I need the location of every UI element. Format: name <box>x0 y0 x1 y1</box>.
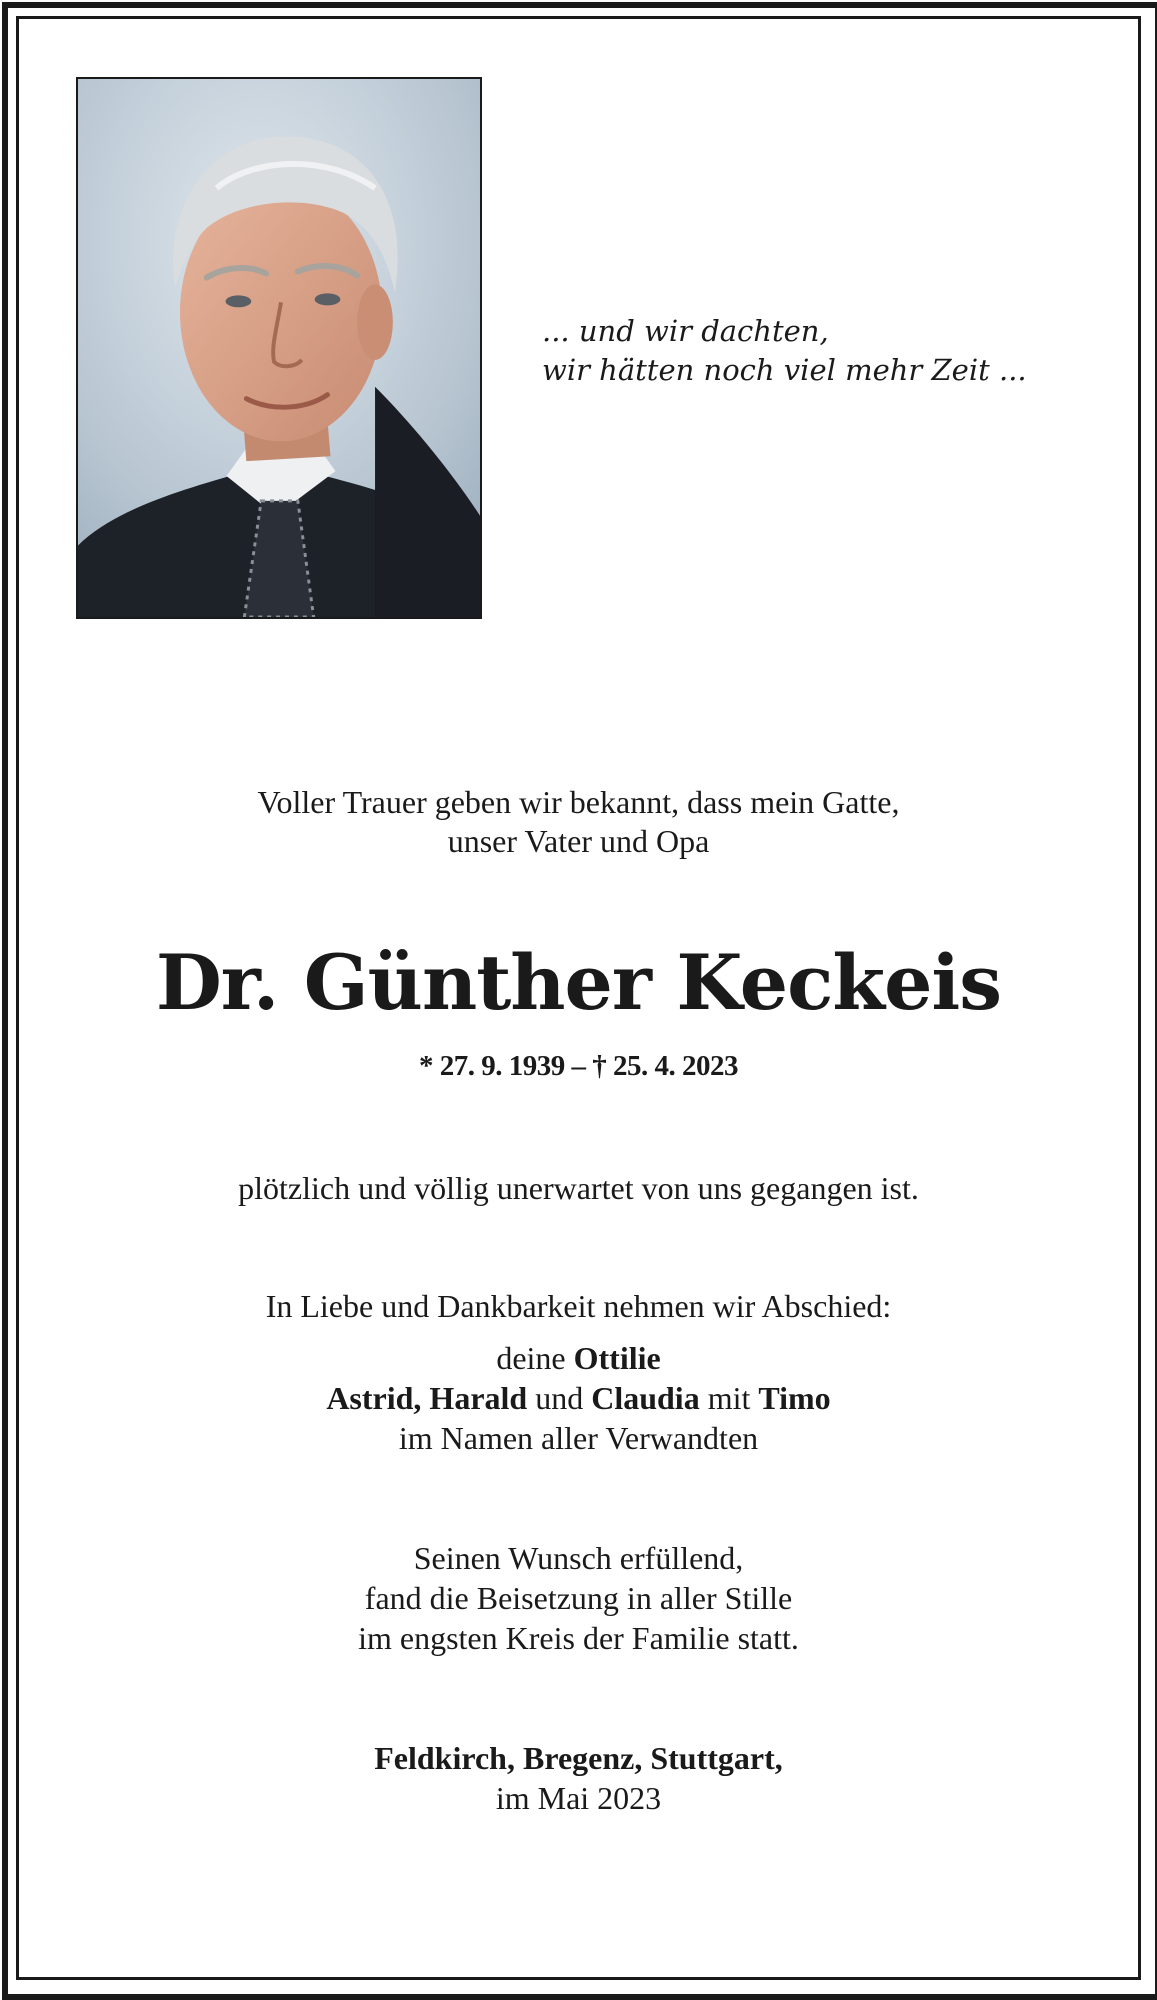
burial-note <box>0 1538 1157 1658</box>
quote-line-1: ... und wir dachten, <box>542 314 829 348</box>
intro-line-1: Voller Trauer geben wir bekannt, dass mein Gatte, <box>257 784 900 820</box>
mourner-name: Timo <box>758 1380 831 1416</box>
burial-line-1: Seinen Wunsch erfüllend, <box>413 1540 744 1576</box>
deceased-name: Dr. Günther Keckeis <box>155 938 1002 1027</box>
quote <box>542 312 1027 390</box>
mourner-name: Harald <box>429 1380 528 1416</box>
life-dates: * 27. 9. 1939 – † 25. 4. 2023 <box>419 1050 738 1082</box>
mourner-connector: und <box>535 1380 584 1416</box>
passing-statement: plötzlich und völlig unerwartet von uns gegangen ist. <box>238 1170 919 1206</box>
burial-line-3: im engsten Kreis der Familie statt. <box>358 1620 799 1656</box>
announcement-intro <box>0 783 1157 861</box>
burial-line-2: fand die Beisetzung in aller Stille <box>364 1580 793 1616</box>
mourner-name: Claudia <box>591 1380 700 1416</box>
mourners-list <box>0 1338 1157 1458</box>
mourners-prefix: deine <box>496 1340 566 1376</box>
issue-date: im Mai 2023 <box>495 1780 662 1816</box>
intro-line-2: unser Vater und Opa <box>447 823 710 859</box>
mourner-separator: , <box>413 1380 422 1416</box>
farewell-intro: In Liebe und Dankbarkeit nehmen wir Abschied: <box>265 1288 892 1324</box>
portrait-illustration <box>78 79 480 617</box>
mourners-line-1 <box>0 1338 1157 1378</box>
locations: Feldkirch, Bregenz, Stuttgart, <box>374 1740 783 1776</box>
mourners-line-2 <box>0 1378 1157 1418</box>
mourner-connector: mit <box>707 1380 751 1416</box>
place-and-date <box>0 1738 1157 1818</box>
mourner-name: Astrid <box>326 1380 414 1416</box>
portrait-photo <box>76 77 482 619</box>
mourner-name: Ottilie <box>573 1340 661 1376</box>
mourners-line-3: im Namen aller Verwandten <box>398 1420 759 1456</box>
quote-line-2: wir hätten noch viel mehr Zeit ... <box>542 353 1027 387</box>
